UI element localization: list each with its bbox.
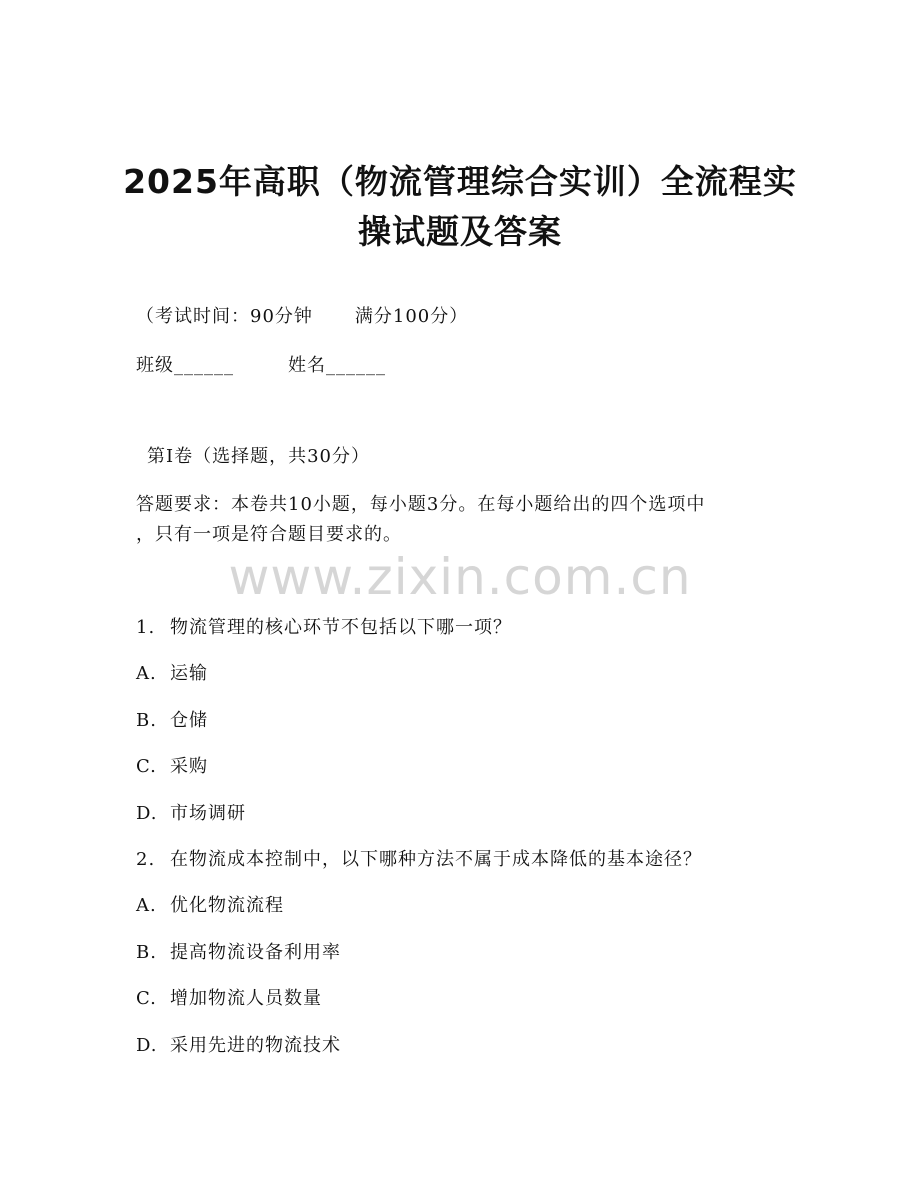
- option-letter: B.: [136, 942, 157, 963]
- option-text: 采用先进的物流技术: [170, 1035, 341, 1056]
- option-letter: A.: [136, 663, 157, 684]
- document-title-line-2: 操试题及答案: [358, 212, 562, 251]
- instructions-line-1: 答题要求：本卷共10小题，每小题3分。在每小题给出的四个选项中: [136, 494, 706, 515]
- option-letter: B.: [136, 710, 157, 731]
- option-text: 市场调研: [170, 803, 246, 824]
- option-letter: D.: [136, 1035, 158, 1056]
- option-text: 运输: [170, 663, 208, 684]
- question-1-option-d: [136, 799, 246, 825]
- exam-info: [136, 302, 468, 328]
- document-title-line-1: 2025年高职（物流管理综合实训）全流程实: [123, 162, 797, 201]
- student-fields: [136, 351, 386, 377]
- question-number: 1.: [136, 617, 156, 638]
- option-text: 仓储: [170, 710, 208, 731]
- option-text: 采购: [170, 756, 208, 777]
- section-heading: 第Ⅰ卷（选择题，共30分）: [147, 446, 371, 467]
- question-2: [136, 845, 702, 871]
- question-text: 物流管理的核心环节不包括以下哪一项？: [170, 617, 512, 638]
- question-1-option-c: [136, 752, 208, 778]
- question-2-option-b: [136, 938, 341, 964]
- question-2-option-c: [136, 984, 322, 1010]
- class-field: 班级______: [136, 355, 234, 376]
- question-1-option-b: [136, 706, 208, 732]
- exam-time: （考试时间：90分钟: [136, 306, 313, 327]
- question-1-option-a: [136, 659, 208, 685]
- question-1: [136, 613, 512, 639]
- option-letter: D.: [136, 803, 158, 824]
- option-letter: A.: [136, 895, 157, 916]
- option-text: 提高物流设备利用率: [170, 942, 341, 963]
- option-letter: C.: [136, 988, 157, 1009]
- instructions-line-2: ，只有一项是符合题目要求的。: [136, 524, 402, 545]
- option-text: 优化物流流程: [170, 895, 284, 916]
- option-letter: C.: [136, 756, 157, 777]
- question-2-option-d: [136, 1031, 341, 1057]
- option-text: 增加物流人员数量: [170, 988, 322, 1009]
- question-number: 2.: [136, 849, 156, 870]
- question-2-option-a: [136, 891, 284, 917]
- watermark: www.zixin.com.cn: [228, 548, 692, 606]
- name-field: 姓名______: [288, 355, 386, 376]
- question-text: 在物流成本控制中，以下哪种方法不属于成本降低的基本途径？: [170, 849, 702, 870]
- exam-total-score: 满分100分）: [354, 306, 469, 327]
